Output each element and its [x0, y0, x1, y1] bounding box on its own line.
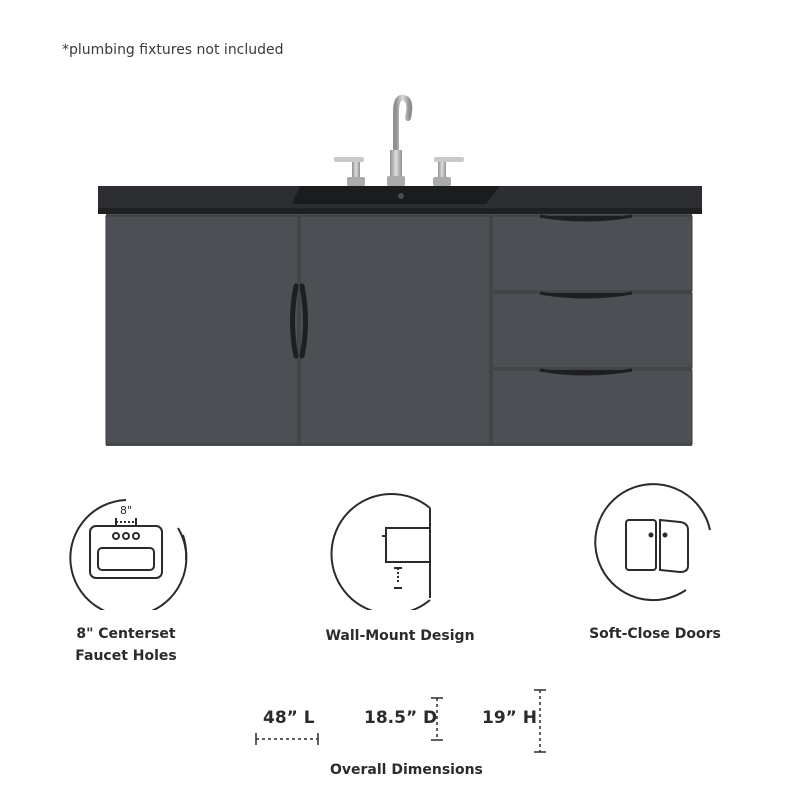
feature-label-line1: Soft-Close Doors	[589, 626, 721, 642]
feature-label-soft-close	[580, 623, 730, 645]
faucet	[334, 98, 464, 186]
dimension-height: 19” H	[482, 708, 537, 728]
dimension-guides	[0, 680, 800, 760]
overall-dimensions-caption: Overall Dimensions	[330, 762, 483, 778]
vanity-cabinet	[106, 214, 692, 446]
feature-label-wall-mount	[310, 625, 490, 647]
feature-icons	[0, 480, 800, 610]
wall-mount-icon	[331, 494, 451, 610]
soft-close-doors-icon	[595, 484, 710, 600]
feature-label-line2: Faucet Holes	[75, 648, 177, 664]
faucet-holes-icon-text: 8"	[119, 504, 133, 517]
plumbing-note: *plumbing fixtures not included	[62, 42, 284, 58]
dimension-depth: 18.5” D	[364, 708, 438, 728]
countertop	[98, 186, 702, 214]
feature-label-faucet-holes	[56, 623, 196, 667]
feature-label-line1: Wall-Mount Design	[325, 628, 475, 644]
feature-label-line1: 8" Centerset	[76, 626, 176, 642]
dimension-length: 48” L	[263, 708, 315, 728]
